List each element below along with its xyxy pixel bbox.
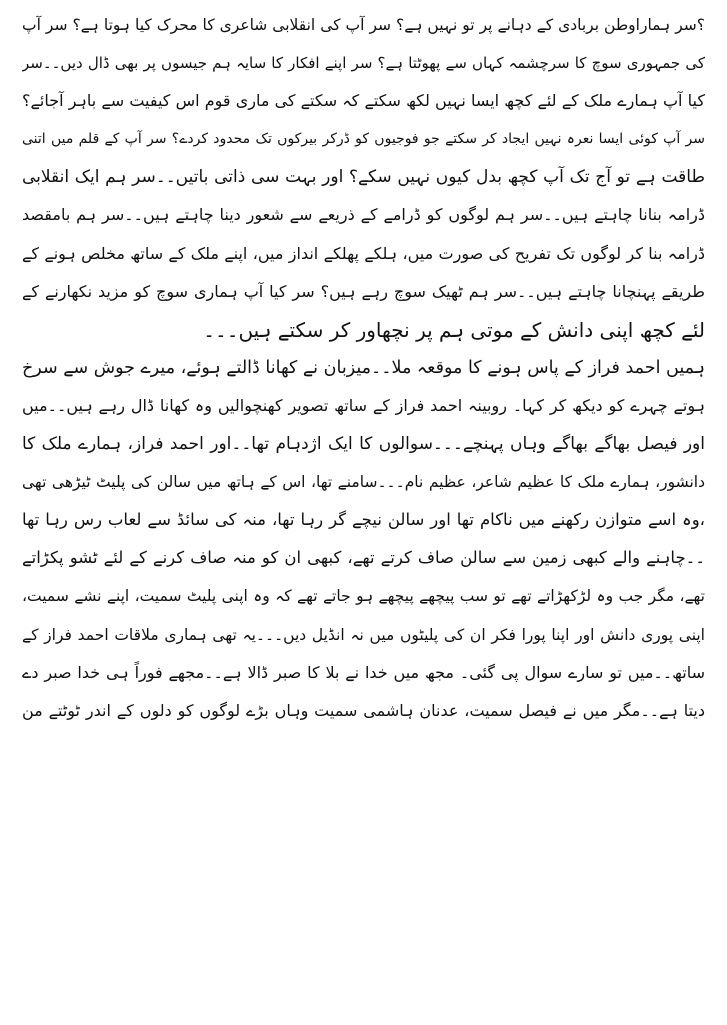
paragraph-questions (22, 6, 705, 349)
text-line: دانشور، ہمارے ملک کا عظیم شاعر، عظیم نام۔۔۔سامنے تھا، اس کے ہاتھ میں سالن کی پلیٹ ٹیڑھی تھی (22, 473, 705, 492)
text-line: طریقے پہنچانا چاہتے ہیں۔۔سر ہم ٹھیک سوچ رہے ہیں؟ سر کیا آپ ہماری سوچ کو مزید نکھارنے کے (22, 281, 705, 301)
text-line: ڈرامہ بنانا چاہتے ہیں۔۔سر ہم لوگوں کو ڈرامے کے ذریعے سے شعور دینا چاہتے ہیں۔۔سر ہم بامقصد (22, 205, 705, 225)
text-line: سر آپ کوئی ایسا نعرہ نہیں ایجاد کر سکتے جو فوجیوں کو ڈرکر بیرکوں تک محدود کردے؟ سر آپ کے قلم میں اتنی (22, 131, 705, 148)
text-line: ہوتے چہرے کو دیکھ کر کہا۔ روبینہ احمد فراز کے ساتھ تصویر کھنچوالیں وہ کھانا ڈال رہے ہیں۔۔میں (22, 395, 705, 415)
text-line: طاقت ہے تو آج تک آپ کچھ بدل کیوں نہیں سکے؟ اور بہت سی ذاتی باتیں۔۔سر ہم ایک انقلابی (22, 167, 705, 188)
paragraph-meeting (22, 349, 705, 730)
text-line: لئے کچھ اپنی دانش کے موتی ہم پر نچھاور کر سکتے ہیں۔۔۔ (203, 317, 705, 342)
text-line: تھے، مگر جب وہ لڑکھڑاتے تھے تو سب پیچھے پیچھے ہو جاتے تھے کہ وہ اپنی پلیٹ سمیت، اپنے نشے سمیت، (22, 587, 705, 606)
text-line: ہمیں احمد فراز کے پاس ہونے کا موقعہ ملا۔۔میزبان نے کھانا ڈالتے ہوئے، میرے جوش سے سرخ (22, 357, 705, 378)
text-line: کیا آپ ہمارے ملک کے لئے کچھ ایسا نہیں لکھ سکتے کہ سکتے کی ماری قوم اس کیفیت سے باہر آجائے؟ (22, 91, 705, 111)
text-line: ساتھ۔۔میں تو سارے سوال پی گئی۔ مجھ میں خدا نے بلا کا صبر ڈالا ہے۔۔مجھے فوراً ہی خدا صبر دے (22, 662, 705, 682)
text-line: ؟سر ہماراوطن بربادی کے دہانے پر تو نہیں ہے؟ سر آپ کی انقلابی شاعری کا محرک کیا ہوتا ہے؟ سر آپ (22, 16, 705, 34)
text-line: اپنی پوری دانش اور اپنا پورا فکر ان کی پلیٹوں میں نہ انڈیل دیں۔۔۔یہ تھی ہماری ملاقات احمد فراز کے (22, 625, 705, 644)
text-line: اور فیصل بھاگے بھاگے وہاں پہنچے۔۔۔سوالوں کا ایک اژدہام تھا۔۔اور احمد فراز، ہمارے ملک کا (22, 434, 705, 455)
text-line: ،وہ اسے متوازن رکھنے میں ناکام تھا اور سالن نیچے گر رہا تھا، منہ کی سائڈ سے لعاب رس رہا تھا (22, 510, 705, 530)
text-line: ۔۔چاہنے والے کبھی زمین سے سالن صاف کرتے تھے، کبھی ان کو منہ صاف کرنے کے لئے ٹشو پکڑاتے (22, 548, 705, 568)
text-line: ڈرامہ بنا کر لوگوں تک تفریح کی صورت میں، ہلکے پھلکے انداز میں، اپنے ملک کے ساتھ مخلص ہونے کے (22, 243, 705, 263)
text-line: دیتا ہے۔۔مگر میں نے فیصل سمیت، عدنان ہاشمی سمیت وہاں بڑے لوگوں کو دلوں کے اندر ٹوٹتے من (22, 700, 705, 720)
text-line: کی جمہوری سوچ کا سرچشمہ کہاں سے پھوٹتا ہے؟ سر اپنے افکار کا سایہ ہم جیسوں پر بھی ڈال دیں۔۔سر (22, 54, 705, 73)
